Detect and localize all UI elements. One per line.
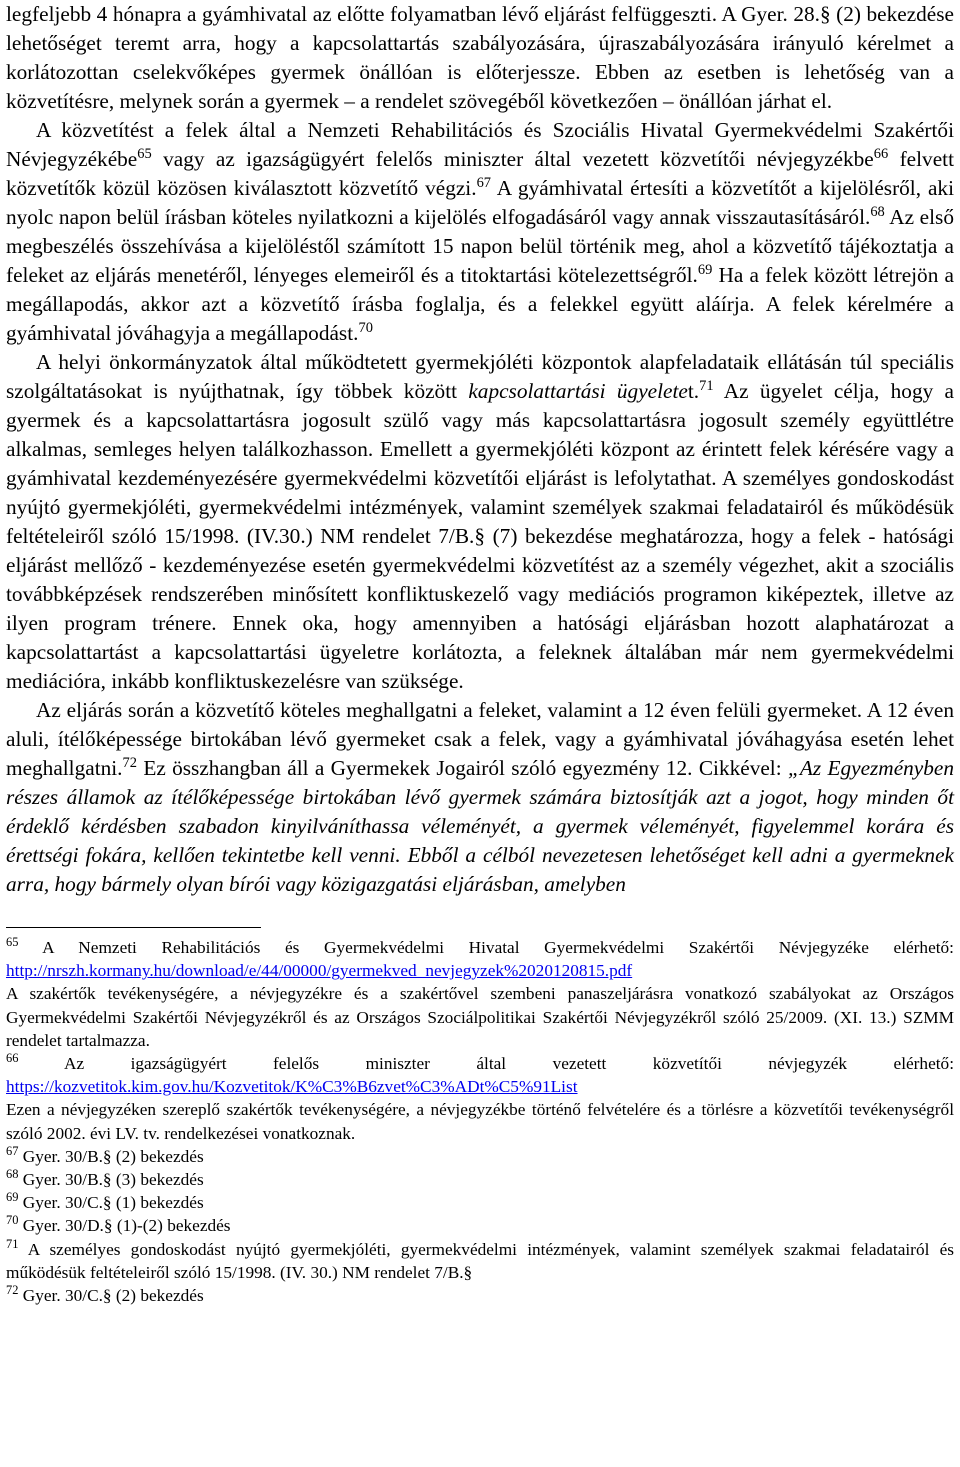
text-run: Ha a felek között létrejön a megállapodás, akkor azt a közvetítő írásba foglalja, és a felekkel együtt aláírja. A felek kérelmére a gyámhivatal jóváhagyja a megállapodást. [6, 263, 954, 345]
footnote-number: 68 [6, 1167, 19, 1182]
footnote-number: 67 [6, 1143, 19, 1158]
footnote-number: 70 [6, 1213, 19, 1228]
footnote-ref-69[interactable]: 69 [697, 262, 713, 279]
footnote-text: Gyer. 30/C.§ (2) bekezdés [18, 1286, 204, 1306]
footnote-link-kozvetitok[interactable]: https://kozvetitok.kim.gov.hu/Kozvetitok/K%C3%B6zvet%C3%ADt%C5%91List [6, 1077, 578, 1097]
footnote-text: Ezen a névjegyzéken szereplő szakértők tevékenységére, a névjegyzékbe történő felvételére és a törlésre a közvetítői tevékenységről szóló 2002. évi LV. tv. rendelkezései vonatkoznak. [6, 1100, 954, 1143]
footnote-separator [6, 927, 261, 928]
footnote-text: Gyer. 30/D.§ (1)-(2) bekezdés [18, 1216, 231, 1236]
footnote-66-continued [6, 1098, 954, 1144]
footnote-text: A Nemzeti Rehabilitációs és Gyermekvédelmi Hivatal Gyermekvédelmi Szakértői Névjegyzéke elérhető: [18, 938, 954, 957]
text-run: felvett közvetítők közül közösen kiválasztott közvetítő végzi. [6, 147, 954, 200]
footnote-number: 65 [6, 935, 19, 950]
text-run: legfeljebb 4 hónapra a gyámhivatal az előtte folyamatban lévő eljárást felfüggeszti. A Gyer. 28.§ (2) bekezdése lehetőséget teremt arra, hogy a kapcsolattartás szabályozására, újraszabályozására irányuló kérelmet a korlátozottan cselekvőképes gyermek önállóan is előterjessze. Ebben az esetben is lehetőség van a közvetítésre, melynek során a gyermek – a rendelet szövegéből következően – önállóan járhat el. [6, 2, 954, 113]
footnote-link-nrszh[interactable]: http://nrszh.kormany.hu/download/e/44/00000/gyermekved_nevjegyzek%2020120815.pdf [6, 961, 633, 981]
footnote-text: A szakértők tevékenységére, a névjegyzékre és a szakértővel szembeni panaszeljárásra vonatkozó szabályokat az Országos Gyermekvédelmi Szakértői Névjegyzékről és az Országos Szociálpolitikai Szakértői Névjegyzékről szóló 25/2009. (XI. 13.) SZMM rendelet tartalmazza. [6, 984, 954, 1050]
footnote-ref-70[interactable]: 70 [358, 320, 373, 337]
paragraph-3 [6, 348, 954, 696]
footnote-68 [6, 1168, 954, 1191]
text-run: A közvetítést a felek által a Nemzeti Rehabilitációs és Szociális Hivatal Gyermekvédelmi Szakértői Névjegyzékébe [6, 118, 954, 171]
footnote-number: 66 [6, 1051, 19, 1066]
footnote-69 [6, 1191, 954, 1214]
footnote-67 [6, 1145, 954, 1168]
footnote-ref-65[interactable]: 65 [137, 146, 152, 163]
paragraph-1 [6, 0, 954, 116]
footnote-ref-67[interactable]: 67 [476, 175, 492, 192]
paragraph-2 [6, 116, 954, 348]
footnote-71 [6, 1238, 954, 1284]
footnote-ref-71[interactable]: 71 [699, 378, 714, 395]
footnote-text: A személyes gondoskodást nyújtó gyermekjóléti, gyermekvédelmi intézmények, valamint személyek szakmai feladatairól és működésük feltételeiről szóló 15/1998. (IV. 30.) NM rendelet 7/B.§ [6, 1239, 954, 1282]
emphasis-kapcsolattartasi-ugyelet: kapcsolattartási ügyelete [468, 379, 688, 403]
text-run: A gyámhivatal értesíti a közvetítőt a kijelölésről, aki nyolc napon belül írásban köteles nyilatkozni a kijelölés elfogadásáról vagy annak visszautasításáról. [6, 176, 954, 229]
footnote-text: Az igazságügyért felelős miniszter által vezetett közvetítői névjegyzék elérhető: [18, 1054, 954, 1074]
convention-quote: „Az Egyezményben részes államok az ítélőképessége birtokában lévő gyermek számára biztosítják azt a jogot, hogy minden őt érdeklő kérdésben szabadon kinyilváníthassa véleményét, a gyermek véleményét, figyelemmel korára és érettségi fokára, kellően tekintetbe kell venni. Ebből a célból nevezetesen lehetőséget kell adni a gyermeknek arra, hogy bármely olyan bírói vagy közigazgatási eljárásban, amelyben [6, 756, 954, 896]
footnote-66 [6, 1052, 954, 1098]
footnote-text: Gyer. 30/B.§ (2) bekezdés [18, 1146, 204, 1166]
footnote-65 [6, 936, 954, 982]
footnote-number: 72 [6, 1283, 19, 1298]
footnote-text: Gyer. 30/C.§ (1) bekezdés [18, 1193, 204, 1213]
text-run: t. [687, 379, 700, 403]
footnote-65-continued [6, 982, 954, 1052]
footnote-ref-66[interactable]: 66 [873, 146, 889, 163]
paragraph-4 [6, 696, 954, 899]
footnote-number: 69 [6, 1190, 19, 1205]
footnote-number: 71 [6, 1236, 19, 1251]
text-run: A helyi önkormányzatok által működtetett gyermekjóléti központok alapfeladataik ellátásán túl speciális szolgáltatásokat is nyújthatnak, így többek között [6, 350, 954, 403]
text-run: Az ügyelet célja, hogy a gyermek és a kapcsolattartásra jogosult szülő vagy más kapcsolattartásra jogosult személy együttlétre alkalmas, semleges helyen találkozhasson. Emellett a gyermekjóléti központ az érintett felek kérésére vagy a gyámhivatal kezdeményezésére gyermekvédelmi közvetítői eljárást is lefolytathat. A személyes gondoskodást nyújtó gyermekjóléti, gyermekvédelmi intézmények, valamint személyek szakmai feladatairól és működésük feltételeiről szóló 15/1998. (IV.30.) NM rendelet 7/B.§ (7) bekezdése meghatározza, hogy a felek - hatósági eljárást mellőző - kezdeményezése esetén gyermekvédelmi közvetítést az a személy végezhet, akit a szociális továbbképzések rendszerében minősített konfliktuskezelő vagy mediációs programon kiképeztek, illetve az ilyen program trénere. Ennek oka, hogy amennyiben a hatósági eljárásban hozott alaphatározat a kapcsolattartást a kapcsolattartási ügyeletre korlátozta, a feleknek általában már nem gyermekvédelmi mediációra, inkább konfliktuskezelésre van szüksége. [6, 379, 954, 693]
footnote-ref-68[interactable]: 68 [870, 204, 885, 221]
text-run: Az eljárás során a közvetítő köteles meghallgatni a feleket, valamint a 12 éven felüli gyermeket. A 12 éven aluli, ítélőképessége birtokában lévő gyermeket csak a felek, vagy a gyámhivatal jóváhagyása esetén lehet meghallgatni. [6, 698, 954, 780]
text-run: Az első megbeszélés összehívása a kijelöléstől számított 15 napon belül történik meg, ahol a közvetítő tájékoztatja a feleket az eljárás menetéről, lényeges elemeiről és a titoktartási kötelezettségről. [6, 205, 954, 287]
text-run: vagy az igazságügyért felelős miniszter által vezetett közvetítői névjegyzékbe [151, 147, 874, 171]
text-run: Ez összhangban áll a Gyermekek Jogairól szóló egyezmény 12. Cikkével: [136, 756, 788, 780]
document-page [6, 0, 954, 1307]
footnote-70 [6, 1214, 954, 1237]
footnote-ref-72[interactable]: 72 [122, 755, 137, 772]
body-text [6, 0, 954, 899]
footnotes [6, 936, 954, 1307]
footnote-72 [6, 1284, 954, 1307]
footnote-text: Gyer. 30/B.§ (3) bekezdés [18, 1170, 204, 1190]
